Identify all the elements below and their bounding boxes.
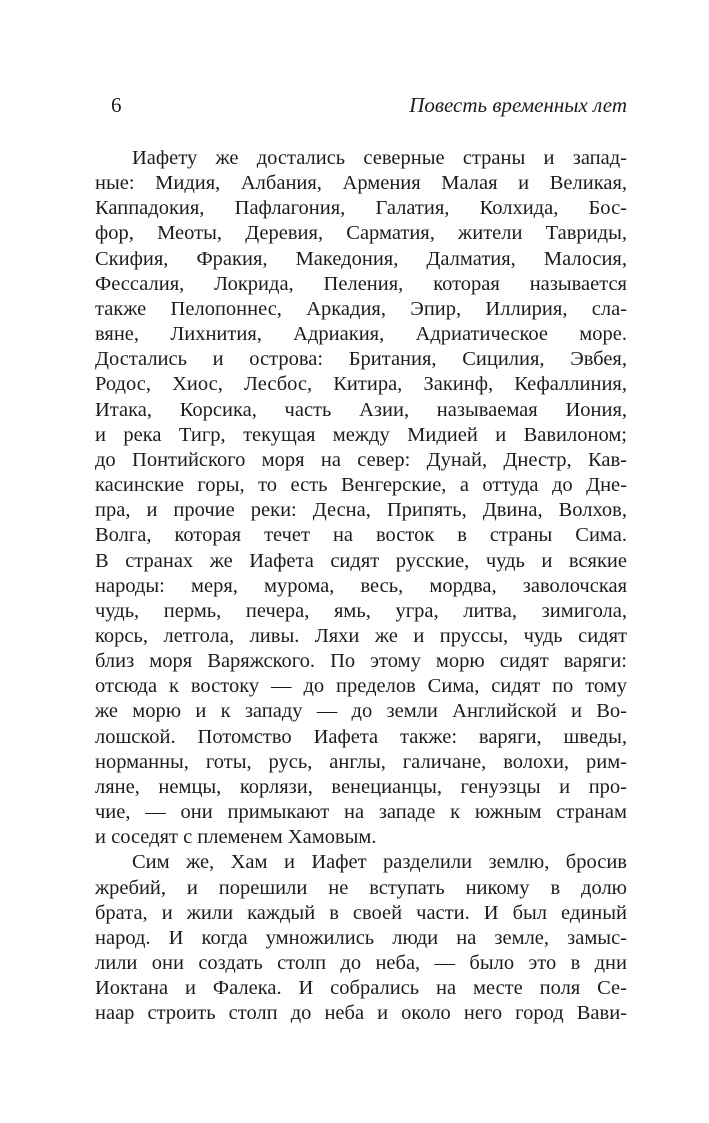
text-line: ные: Мидия, Албания, Армения Малая и Великая, bbox=[95, 172, 627, 195]
text-line: норманны, готы, русь, англы, галичане, волохи, рим- bbox=[95, 750, 627, 773]
text-line: фор, Меоты, Деревия, Сарматия, жители Тавриды, bbox=[95, 222, 627, 245]
text-line: брата, и жили каждый в своей части. И был единый bbox=[95, 901, 627, 924]
text-line: ляне, немцы, корлязи, венецианцы, генуэзцы и про- bbox=[95, 775, 627, 798]
text-line: отсюда к востоку — до пределов Сима, сидят по тому bbox=[95, 675, 627, 698]
paragraph bbox=[95, 146, 627, 850]
text-line: жребий, и порешили не вступать никому в долю bbox=[95, 876, 627, 899]
text-line: близ моря Варяжского. По этому морю сидят варяги: bbox=[95, 650, 627, 673]
text-line: наар строить столп до неба и около него город Вави- bbox=[95, 1002, 627, 1025]
text-line: лили они создать столп до неба, — было это в дни bbox=[95, 952, 627, 974]
text-line: Родос, Хиос, Лесбос, Китира, Закинф, Кефаллиния, bbox=[95, 373, 627, 396]
page-number: 6 bbox=[111, 93, 122, 117]
text-line: народ. И когда умножились люди на земле, замыс- bbox=[95, 926, 627, 949]
text-line: до Понтийского моря на север: Дунай, Днестр, Кав- bbox=[95, 448, 627, 471]
text-line: вяне, Лихнития, Адриакия, Адриатическое море. bbox=[95, 323, 627, 346]
paragraph bbox=[95, 850, 627, 1026]
text-line: касинские горы, то есть Венгерские, а оттуда до Дне- bbox=[95, 474, 627, 497]
text-line: чие, — они примыкают на западе к южным странам bbox=[95, 801, 627, 824]
text-line: Волга, которая течет на восток в страны Сима. bbox=[95, 524, 627, 547]
text-line: же морю и к западу — до земли Английской и Во- bbox=[95, 700, 627, 723]
text-line: и соседят с племенем Хамовым. bbox=[95, 826, 377, 849]
text-line: чудь, пермь, печера, ямь, угра, литва, зимигола, bbox=[95, 599, 627, 622]
text-line: Иоктана и Фалека. И собрались на месте поля Се- bbox=[95, 977, 627, 1000]
text-line: Итака, Корсика, часть Азии, называемая Иония, bbox=[95, 398, 627, 421]
text-line: корсь, летгола, ливы. Ляхи же и пруссы, чудь сидят bbox=[95, 624, 627, 647]
text-line: Сим же, Хам и Иафет разделили землю, бросив bbox=[132, 851, 627, 874]
text-line: Достались и острова: Британия, Сицилия, Эвбея, bbox=[95, 348, 627, 371]
text-line: также Пелопоннес, Аркадия, Эпир, Иллирия, сла- bbox=[95, 297, 627, 320]
text-line: Каппадокия, Пафлагония, Галатия, Колхида, Бос- bbox=[95, 197, 627, 220]
body-text bbox=[95, 146, 627, 1026]
text-line: Фессалия, Локрида, Пеления, которая называется bbox=[95, 272, 627, 295]
text-line: Иафету же достались северные страны и запад- bbox=[132, 147, 627, 169]
text-line: народы: меря, мурома, весь, мордва, заволочская bbox=[95, 574, 627, 597]
text-line: пра, и прочие реки: Десна, Припять, Двина, Волхов, bbox=[95, 499, 627, 522]
text-line: В странах же Иафета сидят русские, чудь и всякие bbox=[95, 549, 627, 572]
running-title: Повесть временных лет bbox=[409, 93, 627, 117]
text-line: Скифия, Фракия, Македония, Далматия, Малосия, bbox=[95, 247, 627, 270]
text-line: лошской. Потомство Иафета также: варяги, шведы, bbox=[95, 725, 627, 748]
text-line: и река Тигр, текущая между Мидией и Вавилоном; bbox=[95, 423, 627, 446]
running-header bbox=[95, 93, 627, 118]
